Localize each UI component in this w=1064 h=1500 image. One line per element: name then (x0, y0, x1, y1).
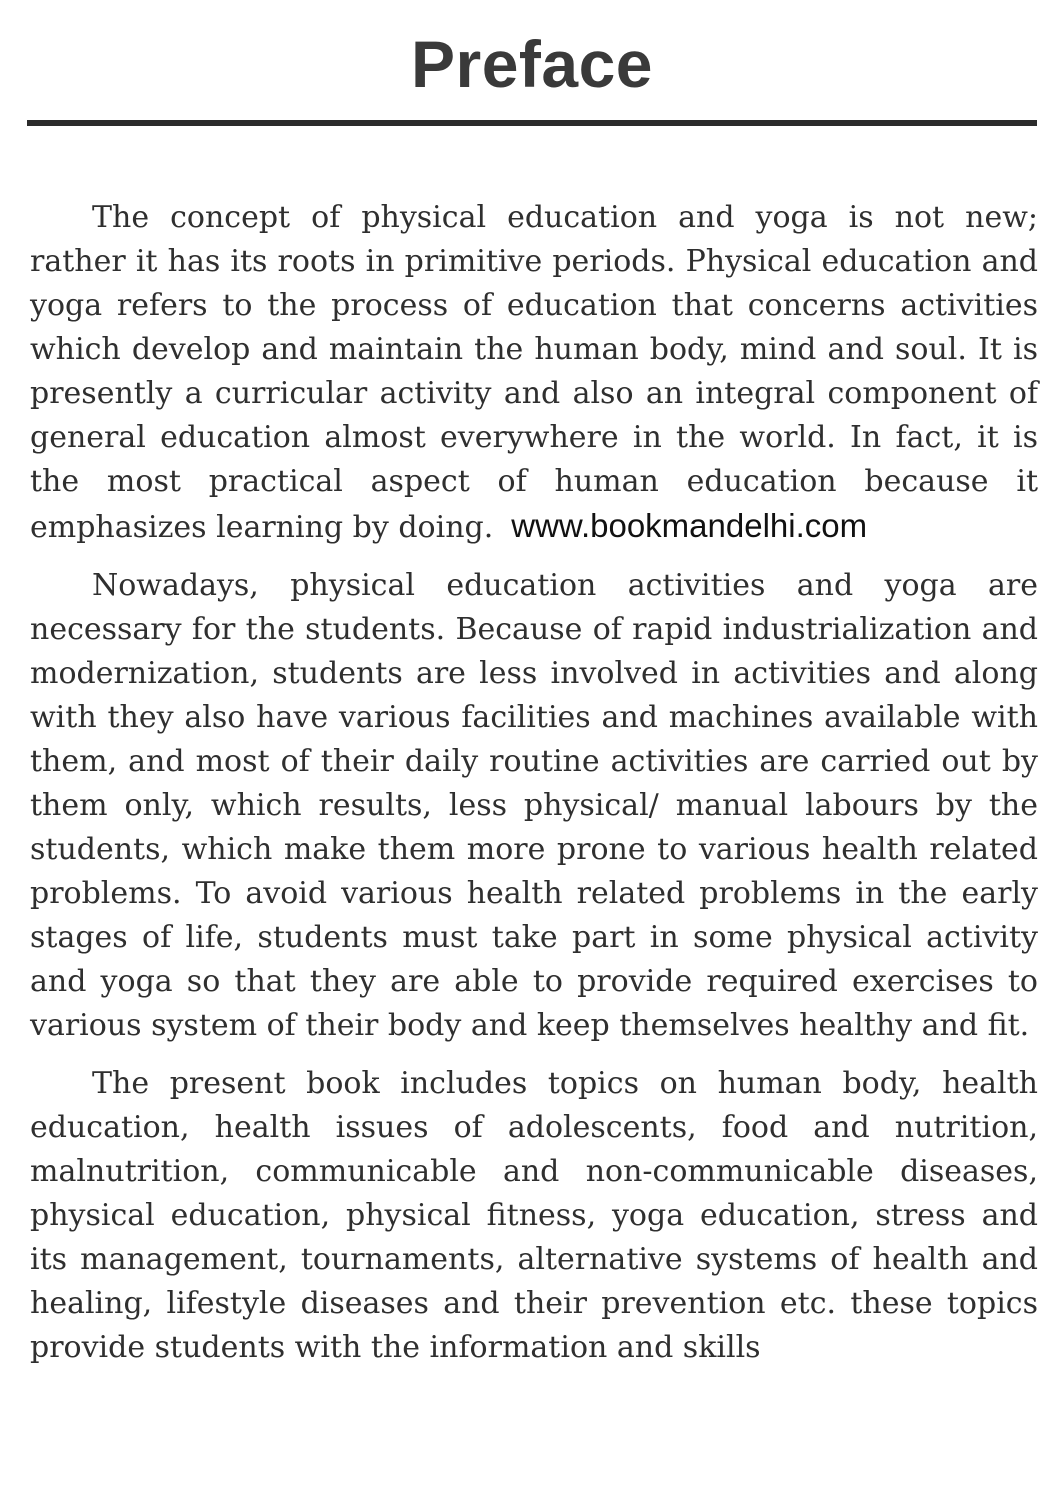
paragraph (30, 196, 1038, 550)
website-url: www.bookmandelhi.com (511, 507, 868, 544)
paragraph: Nowadays, physical education activities and yoga are necessary for the students. Because of rapid industrialization and modernization, students are less involved in activities and along with they also have various facilities and machines available with them, and most of their daily routine activities are carried out by them only, which results, less physical/ manual labours by the students, which make them more prone to various health related problems. To avoid various health related problems in the early stages of life, students must take part in some physical activity and yoga so that they are able to provide required exercises to various system of their body and keep themselves healthy and fit. (30, 568, 1038, 1043)
paragraph-text: The concept of physical education and yoga is not new; rather it has its roots in primitive periods. Physical education and yoga refers to the process of education that concerns activities which develop and maintain the human body, mind and soul. It is presently a curricular activity and also an integral component of general education almost everywhere in the world. In fact, it is the most practical aspect of human education because it emphasizes learning by doing. (30, 200, 1038, 545)
preface-body (30, 196, 1038, 1384)
paragraph: The present book includes topics on human body, health education, health issues of adolescents, food and nutrition, malnutrition, communicable and non-communicable diseases, physical education, physical fitness, yoga education, stress and its management, tournaments, alternative systems of health and healing, lifestyle diseases and their prevention etc. these topics provide students with the information and skills (30, 1066, 1038, 1365)
page-title: Preface (410, 27, 653, 101)
title-divider (27, 120, 1037, 126)
